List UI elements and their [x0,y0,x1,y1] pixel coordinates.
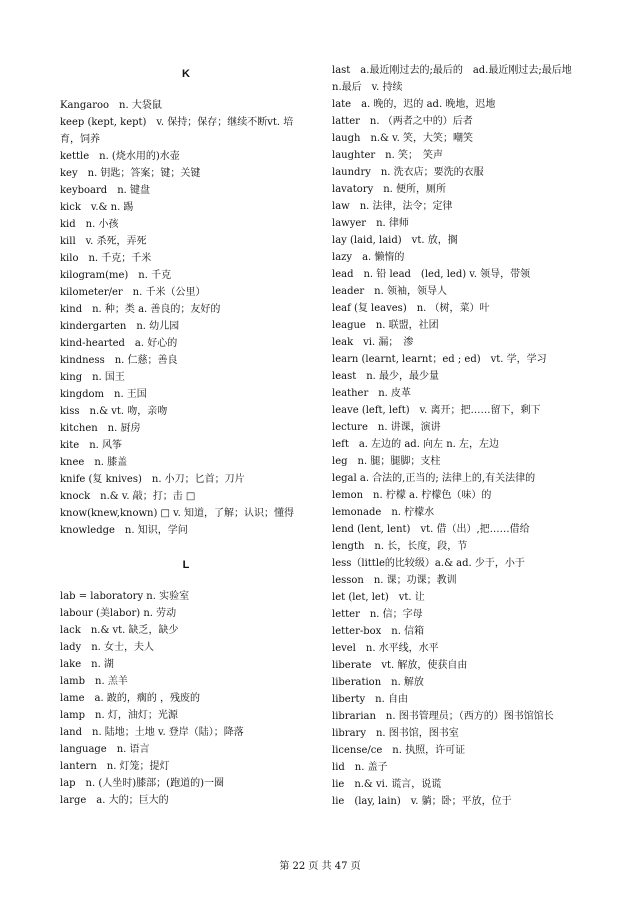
l-entry-list [60,588,312,809]
page-number-footer: 第 22 页 共 47 页 [279,861,361,872]
dictionary-entry: kind n. 种；类 a. 善良的；友好的 [60,304,221,315]
dictionary-entry: lack n.& vt. 缺乏，缺少 [60,625,179,636]
dictionary-entry: lie (lay, lain) v. 躺；卧；平放，位于 [332,796,512,807]
dictionary-entry: lemonade n. 柠檬水 [332,507,435,518]
dictionary-entry: keyboard n. 键盘 [60,185,150,196]
dictionary-entry: language n. 语言 [60,744,150,755]
dictionary-entry: knowledge n. 知识，学问 [60,525,188,536]
dictionary-entry: lamb n. 羔羊 [60,676,128,687]
dictionary-entry: level n. 水平线，水平 [332,643,439,654]
dictionary-entry: less（little的比较级）a.& ad. 少于，小于 [332,558,525,569]
dictionary-entry: lab = laboratory n. 实验室 [60,591,190,602]
dictionary-entry: kid n. 小孩 [60,219,119,230]
dictionary-entry: lend (lent, lent) vt. 借（出）,把……借给 [332,524,530,535]
dictionary-entry: leak vi. 漏； 渗 [332,337,414,348]
dictionary-entry: late a. 晚的，迟的 ad. 晚地，迟地 [332,99,496,110]
dictionary-entry: knock n.& v. 敲；打；击 □ [60,491,196,502]
dictionary-entry: know(knew,known) □ v. 知道，了解；认识；懂得 [60,508,294,519]
dictionary-entry: kingdom n. 王国 [60,389,147,400]
dictionary-entry: lazy a. 懒惰的 [332,252,405,263]
dictionary-entry: lay (laid, laid) vt. 放，搁 [332,235,458,246]
dictionary-entry: laugh n.& v. 笑，大笑；嘲笑 [332,133,473,144]
dictionary-entry: leader n. 领袖，领导人 [332,286,447,297]
section-heading-k: K [182,68,190,80]
dictionary-entry: let (let, let) vt. 让 [332,592,425,603]
dictionary-entry: learn (learnt, learnt；ed ; ed) vt. 学，学习 [332,354,547,365]
dictionary-entry: leg n. 腿；腿脚；支柱 [332,456,441,467]
dictionary-entry: letter n. 信；字母 [332,609,423,620]
dictionary-entry: king n. 国王 [60,372,125,383]
dictionary-entry: lake n. 湖 [60,659,114,670]
dictionary-entry: kill v. 杀死，弄死 [60,236,147,247]
dictionary-entry: kettle n. (烧水用的)水壶 [60,151,180,162]
dictionary-entry: lecture n. 讲课，演讲 [332,422,441,433]
dictionary-entry: license/ce n. 执照，许可证 [332,745,466,756]
right-column [332,62,582,810]
dictionary-entry: knife (复 knives) n. 小刀；匕首；刀片 [60,474,245,485]
dictionary-entry: lady n. 女士，夫人 [60,642,155,653]
dictionary-entry: lantern n. 灯笼；提灯 [60,761,170,772]
dictionary-entry: keep (kept, kept) v. 保持；保存；继续不断vt. 培育，饲养 [60,117,294,145]
dictionary-entry: large a. 大的；巨大的 [60,795,169,806]
dictionary-entry: left a. 左边的 ad. 向左 n. 左，左边 [332,439,500,450]
dictionary-entry: key n. 钥匙；答案；键；关键 [60,168,201,179]
dictionary-entry: kilometer/er n. 千米（公里） [60,287,206,298]
dictionary-entry: lame a. 跛的，瘸的 ，残废的 [60,693,201,704]
dictionary-entry: last a.最近刚过去的;最后的 ad.最近刚过去;最后地 n.最后 v. 持续 [332,65,572,93]
k-entry-list [60,97,312,539]
dictionary-entry: liberate vt. 解放，使获自由 [332,660,468,671]
dictionary-entry: kitchen n. 厨房 [60,423,141,434]
dictionary-entry: labour (美labor) n. 劳动 [60,608,177,619]
dictionary-entry: kind-hearted a. 好心的 [60,338,178,349]
dictionary-entry: leather n. 皮革 [332,388,412,399]
dictionary-entry: liberation n. 解放 [332,677,424,688]
dictionary-entry: kilogram(me) n. 千克 [60,270,172,281]
dictionary-entry: librarian n. 图书管理员；（西方的）图书馆馆长 [332,711,554,722]
dictionary-entry: lavatory n. 便所，厕所 [332,184,447,195]
dictionary-entry: kiss n.& vt. 吻，亲吻 [60,406,168,417]
dictionary-entry: Kangaroo n. 大袋鼠 [60,100,162,111]
dictionary-entry: lamp n. 灯，油灯；光源 [60,710,178,721]
dictionary-entry: law n. 法律，法令；定律 [332,201,453,212]
dictionary-entry: latter n. （两者之中的）后者 [332,116,473,127]
dictionary-entry: kilo n. 千克；千米 [60,253,152,264]
dictionary-entry: library n. 图书馆，图书室 [332,728,459,739]
dictionary-entry: knee n. 膝盖 [60,457,128,468]
dictionary-entry: liberty n. 自由 [332,694,408,705]
dictionary-entry: length n. 长，长度，段，节 [332,541,468,552]
right-entry-list [332,62,582,810]
dictionary-entry: kindergarten n. 幼儿园 [60,321,180,332]
dictionary-entry: legal a. 合法的,正当的; 法律上的,有关法律的 [332,473,536,484]
dictionary-entry: land n. 陆地；土地 v. 登岸（陆）；降落 [60,727,244,738]
left-column [60,62,312,809]
dictionary-entry: laughter n. 笑； 笑声 [332,150,443,161]
dictionary-entry: lead n. 铅 lead (led, led) v. 领导，带领 [332,269,531,280]
dictionary-entry: lawyer n. 律师 [332,218,409,229]
dictionary-entry: letter-box n. 信箱 [332,626,425,637]
dictionary-entry: kindness n. 仁慈；善良 [60,355,178,366]
dictionary-entry: kick v.& n. 踢 [60,202,134,213]
dictionary-entry: league n. 联盟，社团 [332,320,439,331]
dictionary-entry: lap n. (人坐时)膝部；(跑道的)一圈 [60,778,224,789]
dictionary-entry: lesson n. 课；功课；教训 [332,575,457,586]
dictionary-entry: leave (left, left) v. 离开；把……留下，剩下 [332,405,541,416]
dictionary-entry: leaf (复 leaves) n. （树，菜）叶 [332,303,490,314]
dictionary-entry: lie n.& vi. 谎言，说谎 [332,779,442,790]
dictionary-entry: least n. 最少，最少量 [332,371,440,382]
dictionary-entry: laundry n. 洗衣店；要洗的衣服 [332,167,484,178]
dictionary-entry: kite n. 风筝 [60,440,122,451]
dictionary-entry: lid n. 盖子 [332,762,388,773]
section-heading-l: L [182,559,190,571]
dictionary-entry: lemon n. 柠檬 a. 柠檬色（味）的 [332,490,492,501]
